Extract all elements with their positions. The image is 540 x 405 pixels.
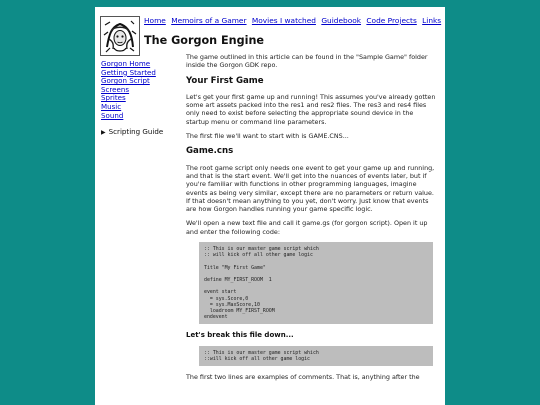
triangle-right-icon: ▶ [101, 129, 106, 137]
scripting-guide-toggle[interactable] [101, 128, 181, 138]
nav-links-link[interactable]: Links [422, 16, 442, 25]
heading-game-cns: Game.cns [186, 146, 234, 157]
article-content [186, 53, 438, 387]
nav-memoirs-link[interactable]: Memoirs of a Gamer [171, 16, 247, 25]
open-file-paragraph: We'll open a new text file and call it game.gs (for gorgon script). Open it up and enter the following code: [186, 219, 428, 236]
nav-home-link[interactable]: Home [144, 16, 166, 25]
first-file-paragraph: The first file we'll want to start with is GAME.CNS... [186, 132, 349, 141]
page-title: The Gorgon Engine [144, 34, 265, 47]
sidebar-item-music[interactable]: Music [101, 101, 122, 111]
sketch-portrait-logo-icon[interactable] [100, 16, 140, 56]
sidebar-item-getting-started[interactable]: Getting Started [101, 67, 156, 77]
sidebar-item-sprites[interactable]: Sprites [101, 93, 126, 103]
sidebar-item-sound[interactable]: Sound [101, 110, 124, 120]
heading-first-game: Your First Game [186, 75, 264, 86]
page-container [95, 7, 445, 405]
sidebar-item-gorgon-script[interactable]: Gorgon Script [101, 76, 150, 86]
game-cns-paragraph: The root game script only needs one event to get your game up and running, and that is the start event. We'll get into the nuances of events later, but if you're familiar with functions in other programming languages, imagine events as being very similar, except there are no parameters or return value. If that doesn't mean anything to you yet, don't worry. Just know that events are how Gorgon handles running your game specific logic. [186, 163, 435, 214]
nav-guidebook-link[interactable]: Guidebook [321, 16, 362, 25]
intro-paragraph: The game outlined in this article can be found in the "Sample Game" folder inside the Gorgon GDK repo. [186, 53, 428, 70]
nav-code-projects-link[interactable]: Code Projects [366, 16, 417, 25]
sidebar-item-screens[interactable]: Screens [101, 84, 130, 94]
sidebar-item-gorgon-home[interactable]: Gorgon Home [101, 59, 151, 68]
scripting-guide-label: Scripting Guide [108, 127, 164, 137]
sidebar [101, 60, 181, 138]
site-header [100, 16, 440, 56]
heading-break-down: Let's break this file down... [186, 331, 294, 340]
comments-paragraph: The first two lines are examples of comments. That is, anything after the [186, 373, 420, 382]
first-game-paragraph: Let's get your first game up and running! This assumes you've already gotten some art assets packed into the res1 and res2 files. The res3 and res4 files only need to exist before selecting the appropriate sound device in the startup menu or command line parameters. [186, 92, 436, 126]
code-block-comments: :: This is our master game script which ::will kick off all other game logic [199, 346, 433, 366]
top-nav [144, 16, 444, 25]
code-block-game-script: :: This is our master game script which :: will kick off all other game logic Title "My First Game" define MY_FIRST_ROOM 1 event start = sys.Score,0 = sys.MaxScore,10 loadroom MY_FIRST_ROOM endevent [199, 242, 433, 324]
nav-movies-link[interactable]: Movies I watched [251, 16, 316, 25]
